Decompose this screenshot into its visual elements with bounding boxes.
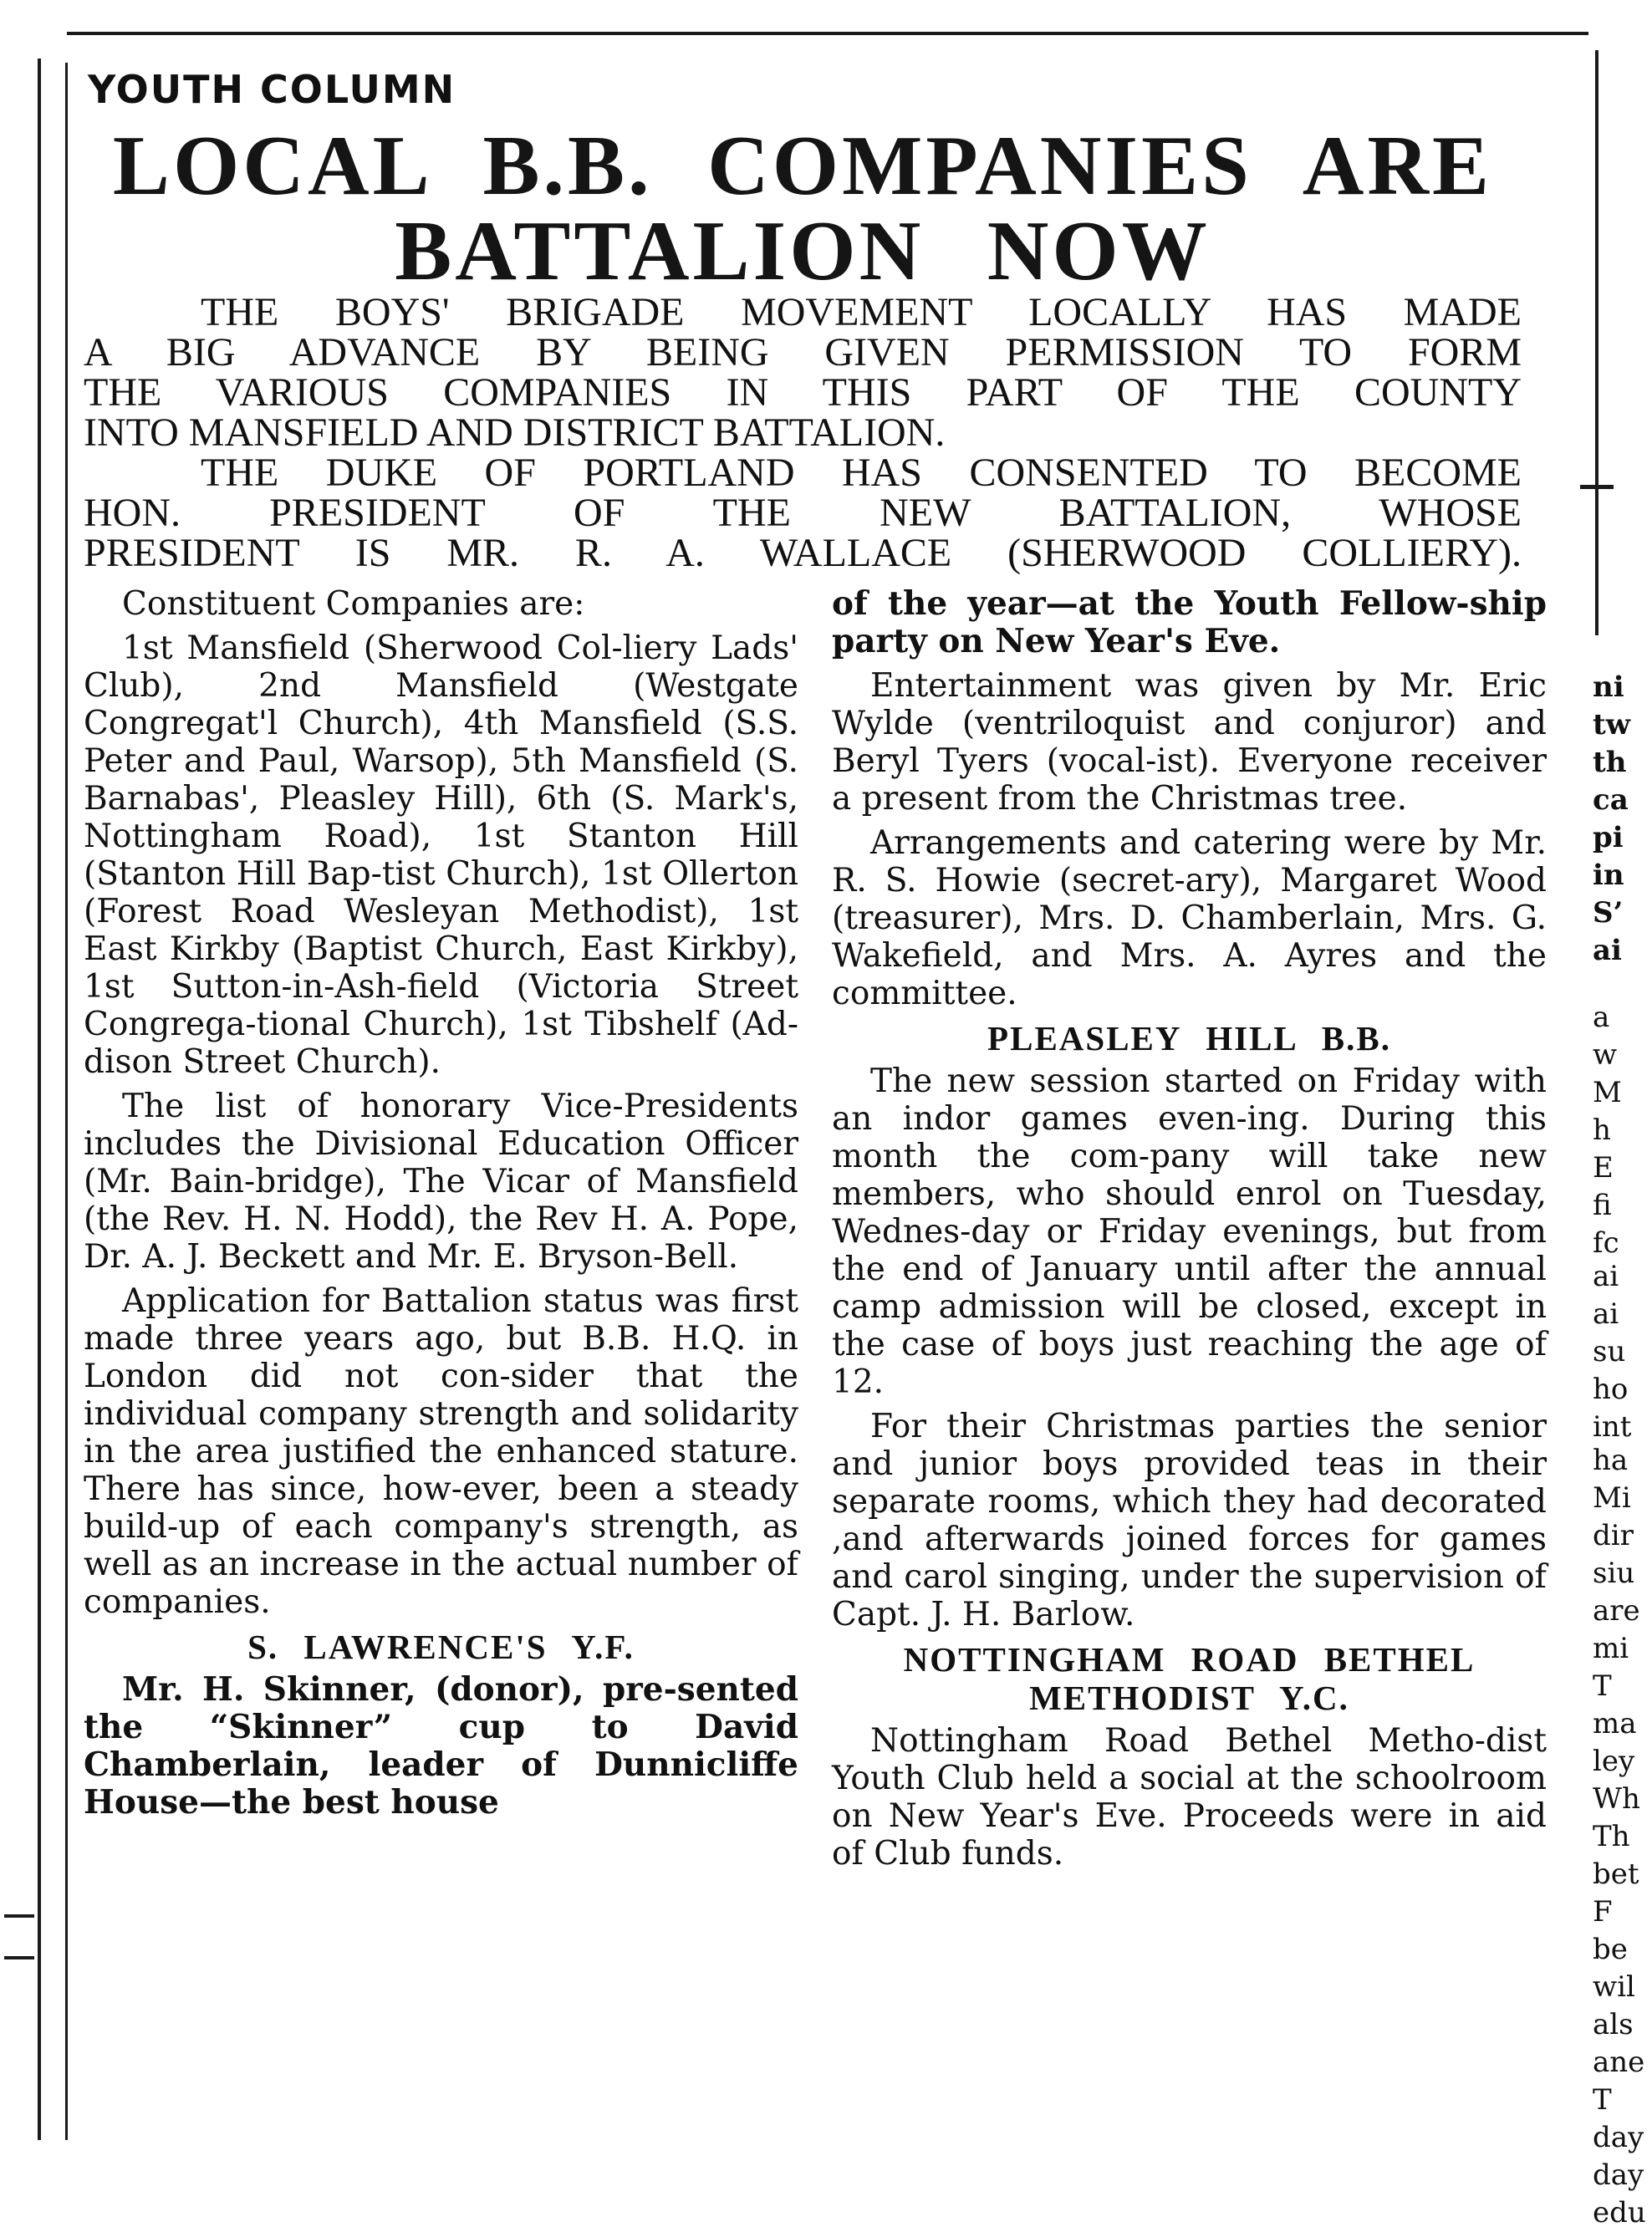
body-paragraph: 1st Mansfield (Sherwood Col-liery Lads' Club), 2nd Mansfield (Westgate Congregat'l Church), 4th Mansfield (S.S. Peter and Paul, Warsop), 5th Mansfield (S. Barnabas', Pleasley Hill), 6th (S. Mark's, Nottingham Road), 1st Stanton Hill (Stanton Hill Bap-tist Church), 1st Ollerton (Forest Road Wesleyan Methodist), 1st East Kirkby (Baptist Church, East Kirkby), 1st Sutton-in-Ash-field (Victoria Street Congrega-tional Church), 1st Tibshelf (Ad-dison Street Church). <box>84 629 798 1081</box>
left-inner-rule <box>65 63 68 2140</box>
headline-line-1: LOCAL B.B. COMPANIES ARE <box>112 119 1493 213</box>
adjacent-column-fragment: ni tw th ca pi in S’ ai <box>1593 670 1630 967</box>
section-kicker: YOUTH COLUMN <box>88 67 456 112</box>
left-margin-tick <box>4 1956 34 1959</box>
adjacent-column-fragment: ai ai su ho int <box>1593 1260 1632 1444</box>
adjacent-column-fragment: ha Mi dir siu are mi T ma ley Wh Th bet F be wil als ane T day day edu <box>1593 1444 1646 2229</box>
lead-line: HON. PRESIDENT OF THE NEW BATTALION, WHOSE <box>84 491 1522 535</box>
top-border-rule <box>67 32 1588 35</box>
body-paragraph: For their Christmas parties the senior and junior boys provided teas in their separate rooms, which they had decorated ,and afterwards joined forces for games and carol singing, under the supervision of Capt. J. H. Barlow. <box>832 1408 1547 1633</box>
body-paragraph: Application for Battalion status was first made three years ago, but B.B. H.Q. in London did not con-sider that the individual company strength and solidarity in the area justified the enhanced stature. There has since, how-ever, been a steady build-up of each company's strength, as well as an increase in the actual number of companies. <box>84 1282 798 1621</box>
body-paragraph: Mr. H. Skinner, (donor), pre-sented the “Skinner” cup to David Chamberlain, leader of Dunnicliffe House—the best house <box>84 1670 798 1822</box>
article-column-1 <box>84 585 798 1828</box>
subheading-s-lawrences: S. LAWRENCE'S Y.F. <box>247 1628 635 1666</box>
right-column-rule <box>1595 50 1598 635</box>
body-paragraph: Nottingham Road Bethel Metho-dist Youth Club held a social at the schoolroom on New Year's Eve. Proceeds were in aid of Club funds. <box>832 1722 1547 1873</box>
article-column-2 <box>832 585 1547 1879</box>
lead-line: THE BOYS' BRIGADE MOVEMENT LOCALLY HAS MADE <box>201 290 1522 334</box>
subheading-nottingham-road: NOTTINGHAM ROAD BETHEL METHODIST Y.C. <box>903 1640 1476 1717</box>
headline-line-2: BATTALION NOW <box>395 204 1211 298</box>
body-paragraph: The list of honorary Vice-Presidents includes the Divisional Education Officer (Mr. Bain-bridge), The Vicar of Mansfield (the Rev. H. N. Hodd), the Rev H. A. Pope, Dr. A. J. Beckett and Mr. E. Bryson-Bell. <box>84 1088 798 1276</box>
lead-line: INTO MANSFIELD AND DISTRICT BATTALION. <box>84 410 946 455</box>
lead-line: A BIG ADVANCE BY BEING GIVEN PERMISSION TO FORM <box>84 330 1522 375</box>
subheading-pleasley-hill: PLEASLEY HILL B.B. <box>987 1019 1391 1057</box>
body-paragraph: of the year—at the Youth Fellow-ship party on New Year's Eve. <box>832 584 1547 660</box>
body-paragraph: The new session started on Friday with an indor games even-ing. During this month the com-pany will take new members, who should enrol on Tuesday, Wednes-day or Friday evenings, but from the end of January until after the annual camp admission will be closed, except in the case of boys just reaching the age of 12. <box>832 1062 1547 1401</box>
body-paragraph: Arrangements and catering were by Mr. R. S. Howie (secret-ary), Margaret Wood (treasurer), Mrs. D. Chamberlain, Mrs. G. Wakefield, and Mrs. A. Ayres and the committee. <box>832 824 1547 1012</box>
left-margin-tick <box>4 1914 34 1918</box>
body-paragraph: Entertainment was given by Mr. Eric Wylde (ventriloquist and conjuror) and Beryl Tyers (vocal-ist). Everyone receiver a present from the Christmas tree. <box>832 667 1547 818</box>
left-outer-rule <box>38 59 41 2140</box>
lead-line: THE VARIOUS COMPANIES IN THIS PART OF THE COUNTY <box>84 370 1522 415</box>
column-divider-short <box>1580 485 1614 489</box>
body-paragraph: Constituent Companies are: <box>122 585 585 623</box>
lead-line: PRESIDENT IS MR. R. A. WALLACE (SHERWOOD COLLIERY). <box>84 531 1522 575</box>
adjacent-column-fragment: a w M h E fi fc <box>1593 1001 1622 1260</box>
lead-paragraph <box>84 290 1522 575</box>
lead-line: THE DUKE OF PORTLAND HAS CONSENTED TO BECOME <box>201 451 1522 495</box>
